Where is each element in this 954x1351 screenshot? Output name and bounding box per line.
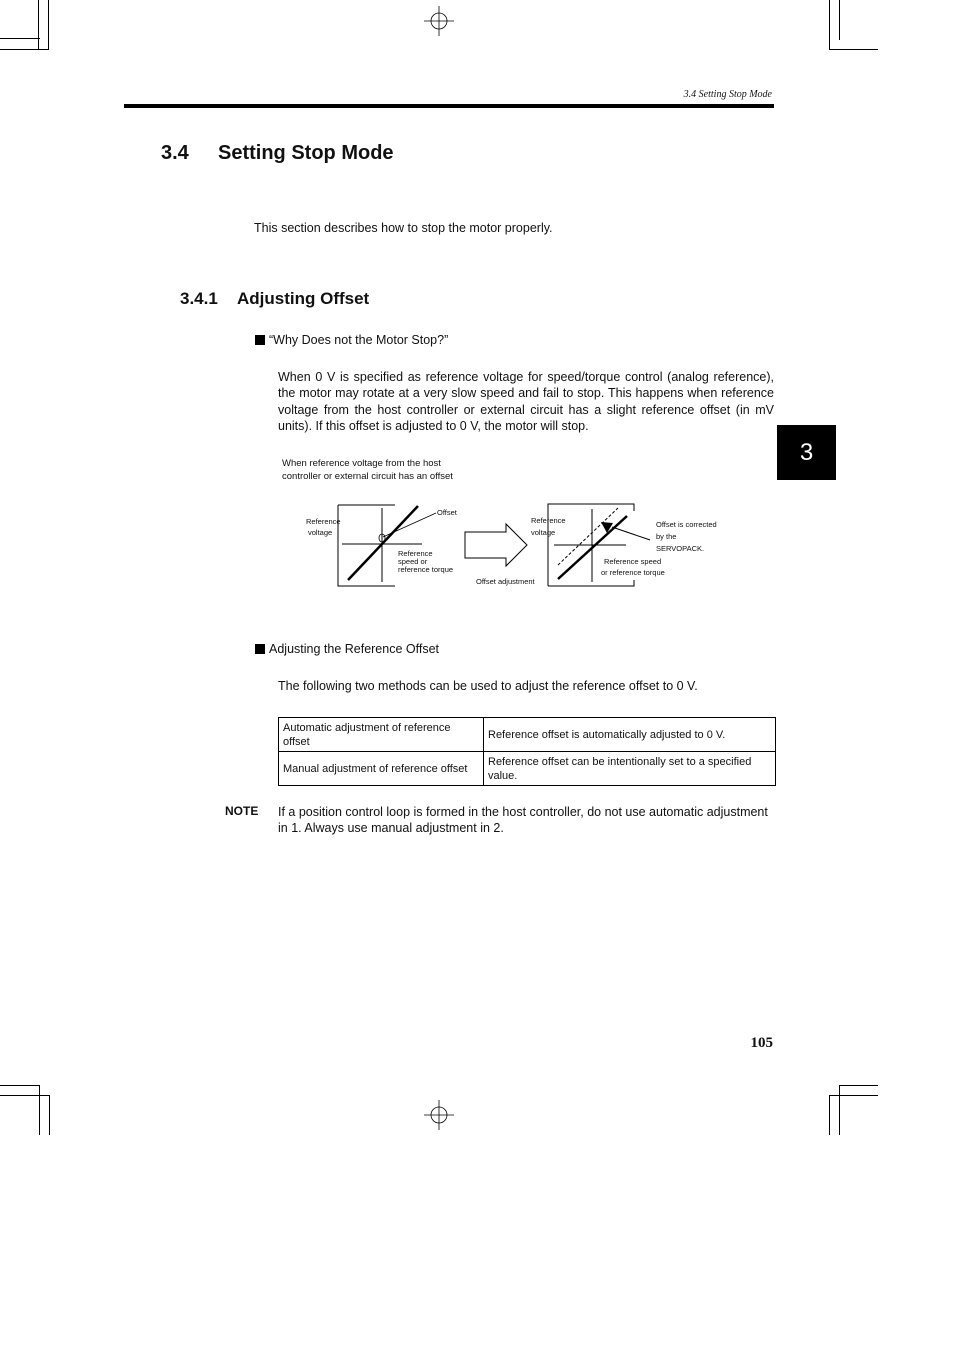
- bullet-heading-text: “Why Does not the Motor Stop?”: [269, 333, 449, 347]
- crop-mark: [0, 1085, 40, 1086]
- figure-caption: [282, 458, 492, 483]
- table-row: [279, 718, 776, 752]
- section-number: 3.4: [161, 142, 189, 164]
- crop-mark: [829, 49, 878, 50]
- crop-mark: [39, 1085, 40, 1135]
- crop-mark: [48, 0, 49, 50]
- crop-mark: [839, 1085, 840, 1135]
- section-heading: [161, 142, 394, 165]
- correction-note-line: Offset is corrected: [656, 520, 717, 529]
- right-y-label-line: voltage: [531, 528, 556, 537]
- left-x-label-line: reference torque: [398, 565, 454, 574]
- table-cell-method: Automatic adjustment of reference offset: [279, 718, 484, 752]
- table-row: [279, 752, 776, 786]
- figure-caption-line: When reference voltage from the host: [282, 458, 441, 469]
- intro-text: This section describes how to stop the motor properly.: [254, 221, 553, 235]
- crop-mark: [0, 1095, 50, 1096]
- table-cell-description: Reference offset can be intentionally set to a specified value.: [484, 752, 776, 786]
- offset-adjustment-arrow: [465, 524, 527, 566]
- crop-mark: [829, 1095, 830, 1135]
- bullet-heading-why: [255, 333, 448, 347]
- right-x-label-line: Reference speed: [604, 557, 662, 566]
- paragraph-why: When 0 V is specified as reference voltage for speed/torque control (analog reference), the motor may rotate at a very slow speed and fail to stop. This happens when reference voltage from the host controller or external circuit has a slight reference offset (in mV units). If this offset is adjusted to 0 V, the motor will stop.: [278, 370, 774, 433]
- square-bullet-icon: [255, 335, 265, 345]
- left-y-label: [306, 517, 341, 538]
- right-x-label-line: or reference torque: [601, 567, 665, 577]
- methods-table: [278, 717, 776, 786]
- left-x-label-line: speed or: [398, 557, 428, 566]
- correction-pointer: [612, 527, 650, 542]
- subsection-number: 3.4.1: [180, 289, 218, 308]
- note-label: NOTE: [225, 804, 259, 818]
- crop-mark: [829, 1095, 878, 1096]
- left-y-label-line: Reference: [306, 517, 341, 526]
- right-y-label: [531, 515, 566, 539]
- crop-mark: [0, 38, 40, 39]
- subsection-heading: [180, 289, 369, 309]
- registration-target-bottom: [424, 1100, 454, 1130]
- left-y-label-line: voltage: [308, 527, 333, 537]
- correction-note: [656, 519, 717, 555]
- subsection-title: Adjusting Offset: [237, 289, 370, 308]
- offset-diagram: [290, 500, 650, 595]
- paragraph-methods: The following two methods can be used to adjust the reference offset to 0 V.: [278, 679, 698, 693]
- left-offset-label: Offset: [437, 508, 457, 517]
- left-x-label-line: Reference: [398, 549, 433, 558]
- note-text: If a position control loop is formed in the host controller, do not use automatic adjustment in 1. Always use manual adjustment in 2.: [278, 805, 768, 836]
- bullet-heading-text: Adjusting the Reference Offset: [269, 642, 440, 656]
- table-cell-description: Reference offset is automatically adjusted to 0 V.: [484, 718, 776, 752]
- left-x-label: [398, 550, 453, 574]
- bullet-heading-adjusting: [255, 642, 439, 656]
- crop-mark: [829, 0, 830, 50]
- running-head: 3.4 Setting Stop Mode: [683, 89, 772, 100]
- header-rule: [124, 104, 774, 108]
- correction-note-line: SERVOPACK.: [656, 544, 705, 553]
- correction-note-line: by the: [656, 532, 677, 541]
- registration-target-top: [424, 6, 454, 36]
- right-y-label-line: Reference: [531, 516, 566, 525]
- crop-mark: [49, 1095, 50, 1135]
- square-bullet-icon: [255, 644, 265, 654]
- chapter-tab: 3: [777, 425, 836, 480]
- crop-mark: [0, 49, 48, 50]
- crop-mark: [38, 0, 39, 50]
- crop-mark: [839, 1085, 878, 1086]
- right-x-label: [601, 557, 665, 578]
- table-cell-method: Manual adjustment of reference offset: [279, 752, 484, 786]
- page-number: 105: [750, 1035, 773, 1051]
- figure-caption-line: controller or external circuit has an offset: [282, 470, 453, 482]
- crop-mark: [839, 0, 840, 40]
- section-title: Setting Stop Mode: [218, 142, 394, 164]
- arrow-label: Offset adjustment: [476, 577, 535, 586]
- left-graph-frame: [338, 505, 395, 586]
